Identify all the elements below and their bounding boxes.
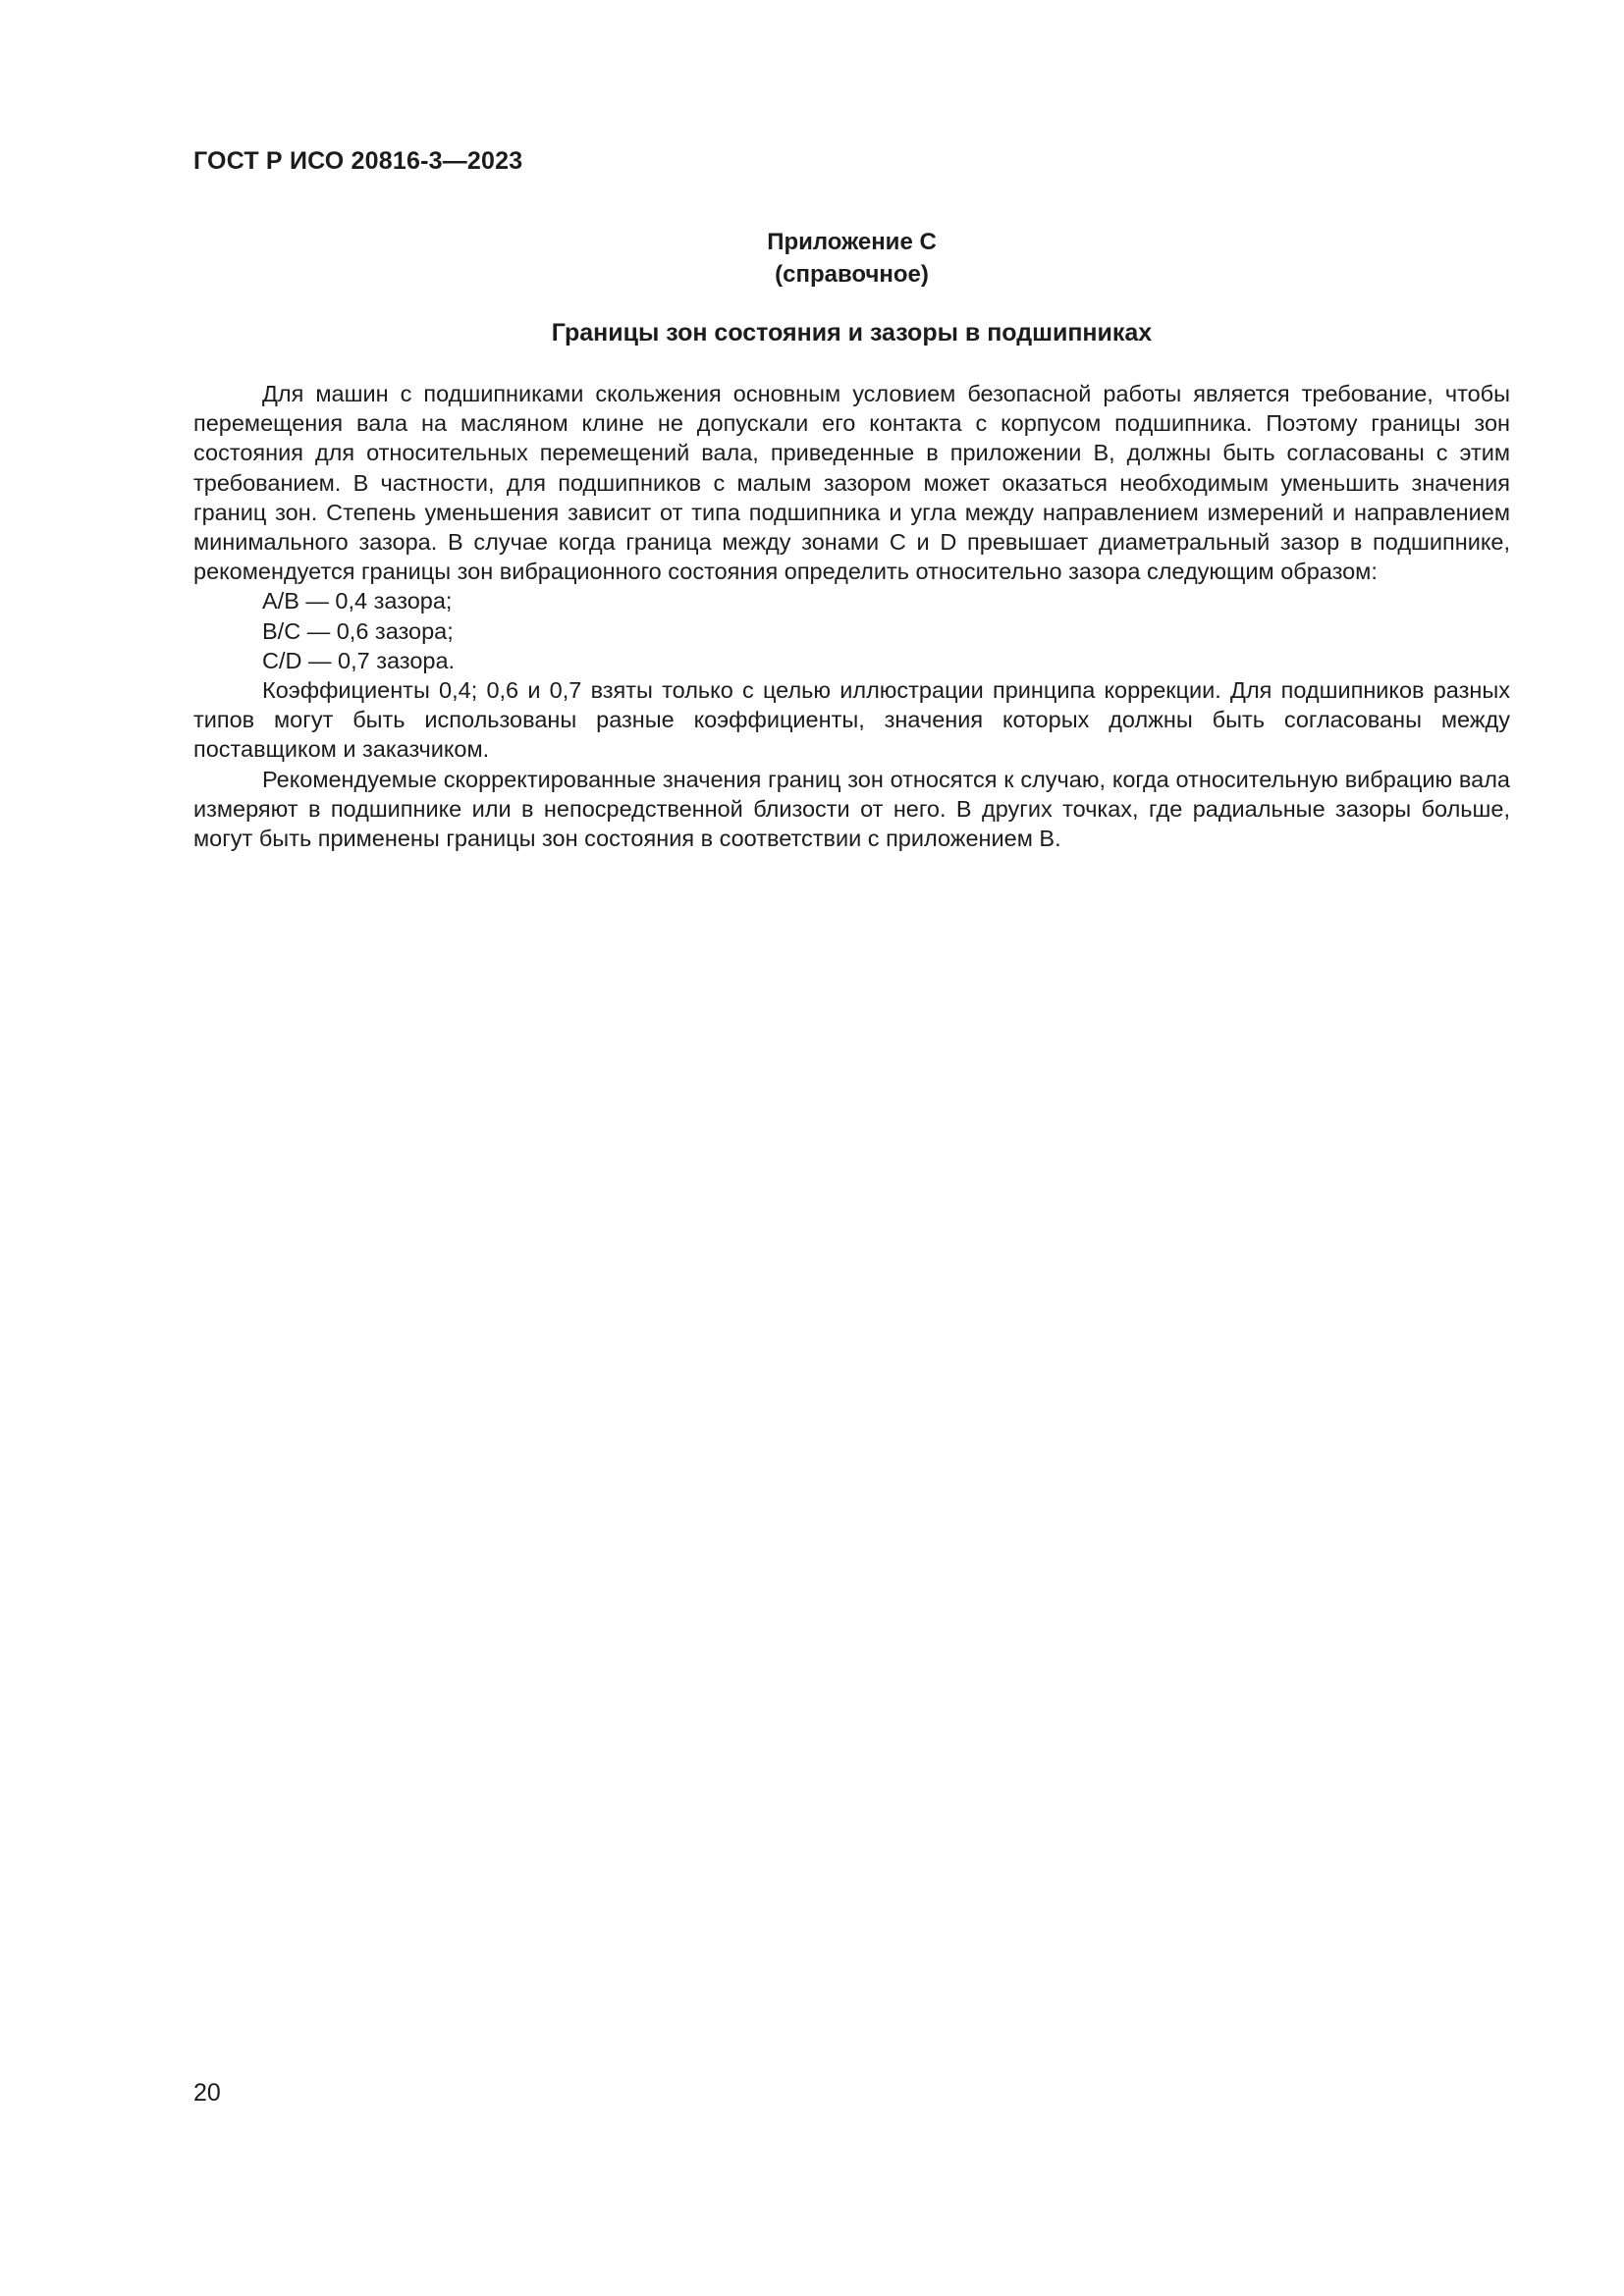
- list-item-ab: A/B — 0,4 зазора;: [262, 588, 453, 614]
- body-text: [193, 379, 1510, 853]
- appendix-heading: [193, 226, 1510, 291]
- section-title: Границы зон состояния и зазоры в подшипниках: [551, 319, 1153, 347]
- list-item-bc: B/C — 0,6 зазора;: [262, 617, 454, 644]
- paragraph-1: Для машин с подшипниками скольжения основным условием безопасной работы является требование, чтобы перемещения вала на масляном клине не допускали его контакта с корпусом подшипника. Поэтому границы зон состояния для относительных перемещений вала, приведенные в приложении В, должны быть согласованы с этим требованием. В частности, для подшипников с малым зазором может оказаться необходимым уменьшить значения границ зон. Степень уменьшения зависит от типа подшипника и угла между направлением измерений и направлением минимального зазора. В случае когда граница между зонами С и D превышает диаметральный зазор в подшипнике, рекомендуется границы зон вибрационного состояния определить относительно зазора следующим образом:: [193, 381, 1510, 585]
- paragraph-3: Рекомендуемые скорректированные значения границ зон относятся к случаю, когда относительную вибрацию вала измеряют в подшипнике или в непосредственной близости от него. В других точках, где радиальные зазоры больше, могут быть применены границы зон состояния в соответствии с приложением В.: [193, 766, 1510, 852]
- paragraph-2: Коэффициенты 0,4; 0,6 и 0,7 взяты только с целью иллюстрации принципа коррекции. Для подшипников разных типов могут быть использованы разные коэффициенты, значения которых должны быть согласованы между поставщиком и заказчиком.: [193, 677, 1510, 763]
- document-header-standard-id: ГОСТ Р ИСО 20816-3—2023: [193, 147, 523, 175]
- appendix-status: (справочное): [775, 261, 929, 288]
- page-number: 20: [193, 2079, 221, 2107]
- appendix-title: Приложение С: [767, 229, 937, 255]
- list-item-cd: C/D — 0,7 зазора.: [262, 647, 456, 673]
